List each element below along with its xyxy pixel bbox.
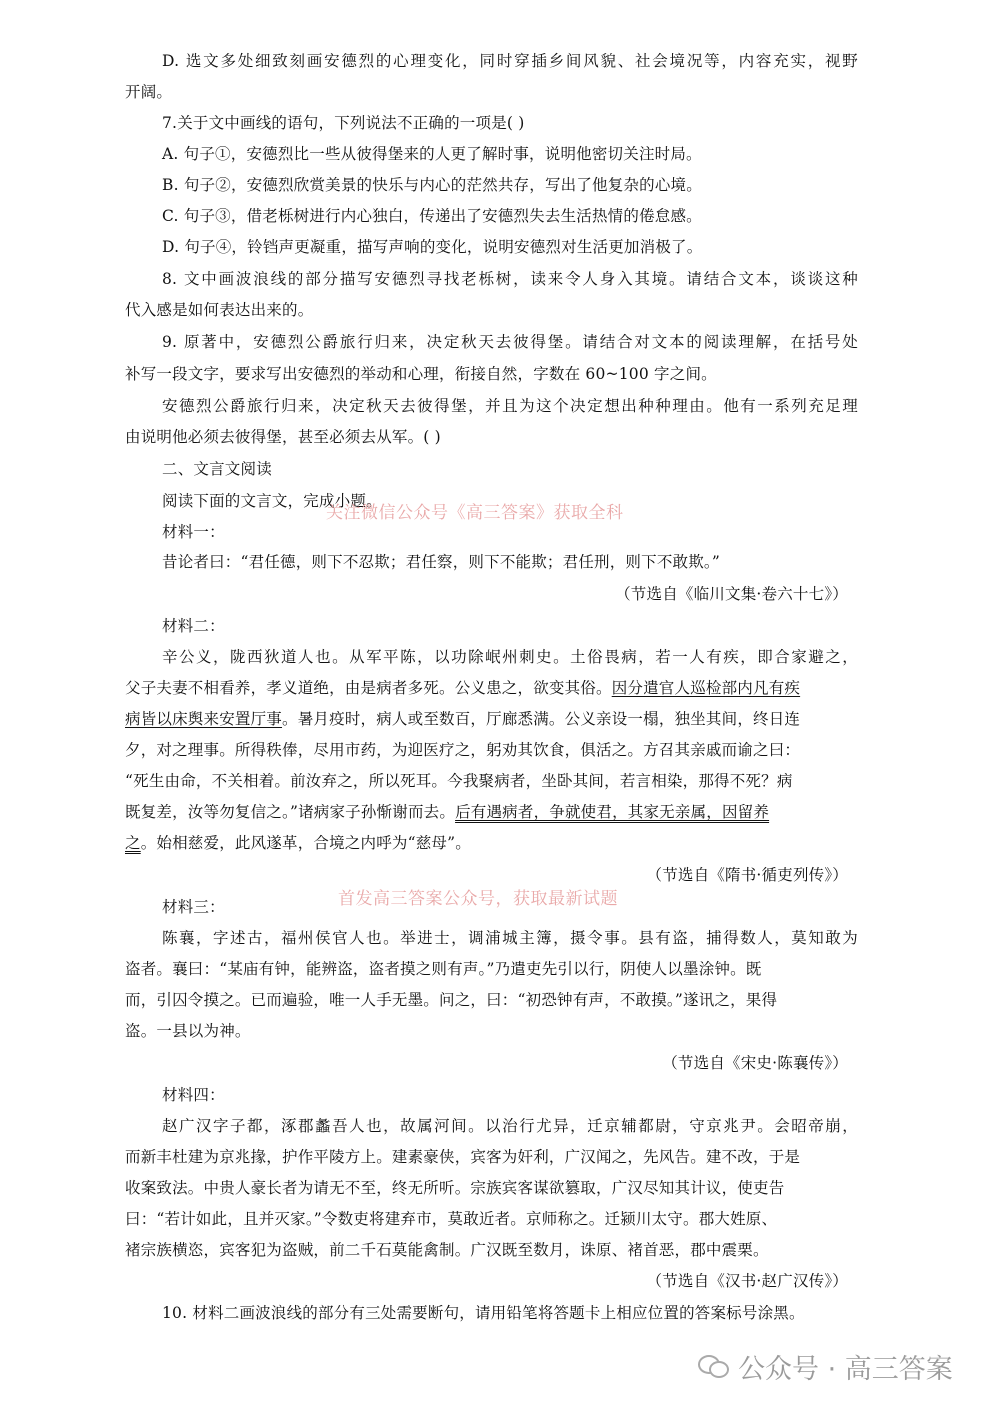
material-1-text: 昔论者曰：“君任德，则下不忍欺；君任察，则下不能欺；君任刑，则下不敢欺。”	[162, 553, 721, 571]
material-2-underlined-1: 因分遣官人巡检部内凡有疾	[611, 679, 801, 697]
material-4-label: 材料四：	[162, 1086, 225, 1104]
section-heading-classical: 二、文言文阅读	[162, 460, 272, 478]
material-4-line4: 曰：“若计如此，且并灭家。”令数吏将建弃市，莫敢近者。京师称之。迁颍川太守。郡大姓原、	[125, 1210, 778, 1228]
watermark-2: 首发高三答案公众号，获取最新试题	[338, 889, 618, 909]
option-d-line2: 开阔。	[125, 83, 173, 101]
question-8-line1: 8. 文中画波浪线的部分描写安德烈寻找老栎树，读来令人身入其境。请结合文本，谈谈这种	[162, 270, 858, 288]
material-3-line4: 盗。一县以为神。	[125, 1022, 251, 1040]
wechat-icon	[698, 1353, 730, 1379]
q7-option-b: B. 句子②，安德烈欣赏美景的快乐与内心的茫然共存，写出了他复杂的心境。	[162, 176, 702, 194]
question-9-line1: 9. 原著中，安德烈公爵旅行归来，决定秋天去彼得堡。请结合对文本的阅读理解，在括号处	[162, 333, 858, 351]
material-3-source: （节选自《宋史·陈襄传》）	[662, 1054, 848, 1072]
material-2-line4: 夕，对之理事。所得秩俸，尽用市药，为迎医疗之，躬劝其饮食，俱活之。方召其亲戚而谕之曰：	[125, 741, 801, 759]
material-2-label: 材料二：	[162, 617, 225, 635]
material-2-line5: “死生由命，不关相着。前汝弃之，所以死耳。今我聚病者，坐卧其间，若言相染，那得不死？病	[125, 772, 793, 790]
q7-option-d: D. 句子④，铃铛声更凝重，描写声响的变化，说明安德烈对生活更加消极了。	[162, 238, 703, 256]
wechat-official-account-logo	[698, 1346, 953, 1386]
question-8-line2: 代入感是如何表达出来的。	[125, 301, 314, 319]
material-3-label: 材料三：	[162, 898, 225, 916]
material-4-line2: 而新丰杜建为京兆掾，护作平陵方上。建素豪侠，宾客为奸利，广汉闻之，先风告。建不改，于是	[125, 1148, 801, 1166]
material-4-source: （节选自《汉书·赵广汉传》）	[646, 1272, 848, 1290]
material-4-line3: 收案致法。中贵人豪长者为请无不至，终无所听。宗族宾客谋欲篡取，广汉尽知其计议，使吏告	[125, 1179, 785, 1197]
reading-instruction: 阅读下面的文言文，完成小题。	[162, 492, 382, 510]
question-9-text-line2: 由说明他必须去彼得堡，甚至必须去从军。( )	[125, 428, 441, 446]
material-2-line3: 病皆以床舆来安置厅事。暑月疫时，病人或至数百，厅廊悉满。公义亲设一榻，独坐其间，终日连	[125, 710, 801, 728]
material-2-line7: 之。始相慈爱，此风遂革，合境之内呼为“慈母”。	[125, 834, 471, 852]
q7-option-a: A. 句子①，安德烈比一些从彼得堡来的人更了解时事，说明他密切关注时局。	[162, 145, 702, 163]
material-3-line1: 陈襄，字述古，福州侯官人也。举进士，调浦城主簿，摄令事。县有盗，捕得数人，莫知敢为	[162, 929, 858, 947]
material-4-line5: 褚宗族横恣，宾客犯为盗贼，前二千石莫能禽制。广汉既至数月，诛原、褚首恶，郡中震栗。	[125, 1241, 769, 1259]
logo-text: 公众号 · 高三答案	[738, 1353, 953, 1385]
material-1-label: 材料一：	[162, 523, 225, 541]
material-2-wavy-1: 后有遇病者，争就使君，其家无亲属，因留养	[455, 803, 770, 821]
q7-option-c: C. 句子③，借老栎树进行内心独白，传递出了安德烈失去生活热情的倦怠感。	[162, 207, 702, 225]
material-1-source: （节选自《临川文集·卷六十七》）	[615, 585, 848, 603]
material-3-line3: 而，引囚令摸之。已而遍验，唯一人手无墨。问之，曰：“初恐钟有声，不敢摸。”遂讯之，果得	[125, 991, 778, 1009]
question-7: 7.关于文中画线的语句，下列说法不正确的一项是( )	[162, 114, 525, 132]
option-d-line1: D. 选文多处细致刻画安德烈的心理变化，同时穿插乡间风貌、社会境况等，内容充实，视野	[162, 52, 858, 70]
material-2-underlined-2: 病皆以床舆来安置厅事	[125, 710, 283, 728]
question-9-line2: 补写一段文字，要求写出安德烈的举动和心理，衔接自然，字数在 60~100 字之间。	[125, 365, 717, 383]
question-10: 10. 材料二画波浪线的部分有三处需要断句，请用铅笔将答题卡上相应位置的答案标号涂黑。	[162, 1304, 805, 1322]
material-2-source: （节选自《隋书·循吏列传》）	[646, 866, 848, 884]
material-2-line6: 既复差，汝等勿复信之。”诸病家子孙惭谢而去。后有遇病者，争就使君，其家无亲属，因留养	[125, 803, 770, 821]
watermark-1: 关注微信公众号《高三答案》获取全科	[326, 503, 624, 523]
material-4-line1: 赵广汉字子都，涿郡蠡吾人也，故属河间。以治行尤异，迁京辅都尉，守京兆尹。会昭帝崩，	[162, 1117, 858, 1135]
material-2-line2: 父子夫妻不相看养，孝义道绝，由是病者多死。公义患之，欲变其俗。因分遣官人巡检部内凡有疾	[125, 679, 801, 697]
material-2-line1: 辛公义，陇西狄道人也。从军平陈，以功除岷州刺史。土俗畏病，若一人有疾，即合家避之，	[162, 648, 858, 666]
material-2-wavy-2: 之	[125, 834, 141, 852]
material-3-line2: 盗者。襄曰：“某庙有钟，能辨盗，盗者摸之则有声。”乃遣吏先引以行，阴使人以墨涂钟。既	[125, 960, 762, 978]
question-9-text-line1: 安德烈公爵旅行归来，决定秋天去彼得堡，并且为这个决定想出种种理由。他有一系列充足理	[162, 397, 858, 415]
